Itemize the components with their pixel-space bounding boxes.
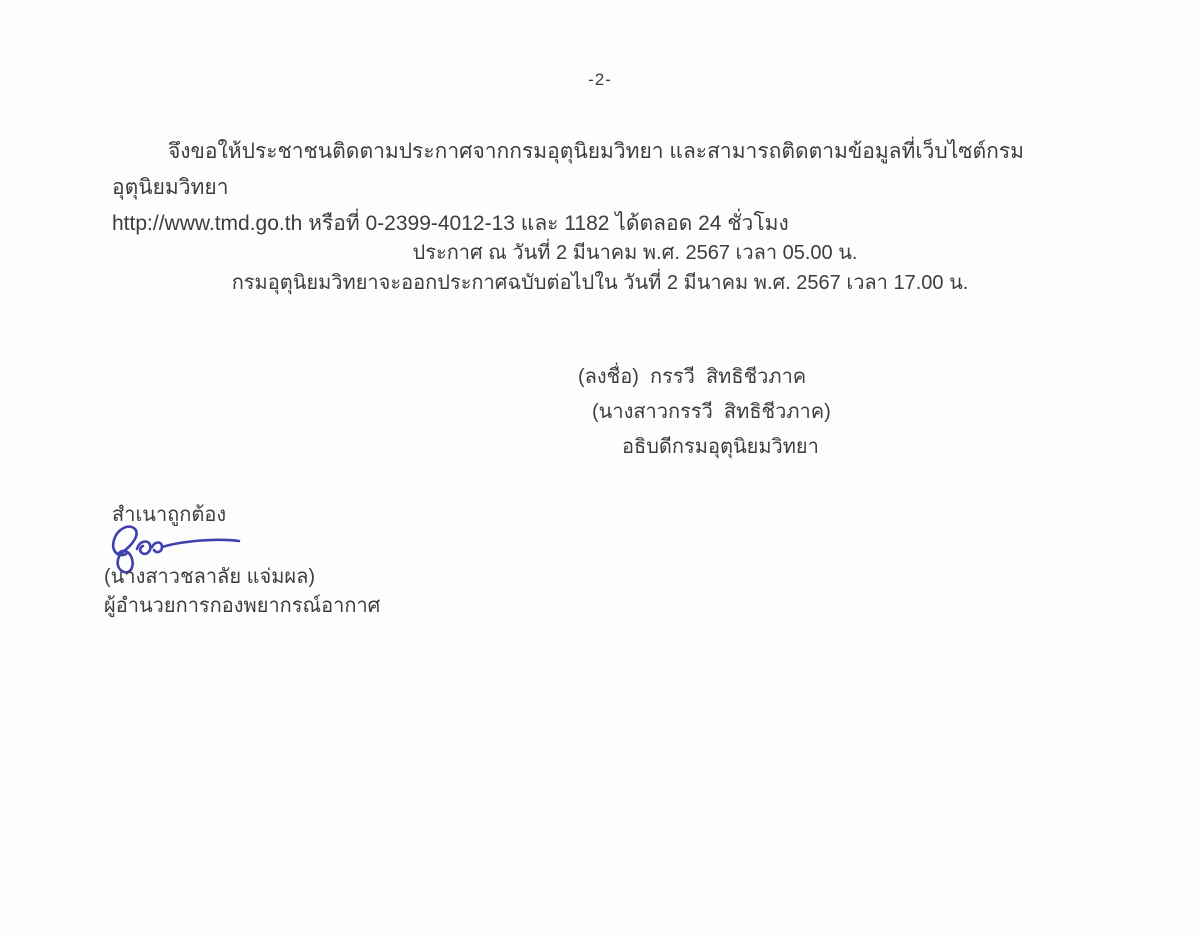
body-paragraph (112, 134, 1092, 242)
certifier-name-line: (นางสาวชลาลัย แจ่มผล) (104, 566, 316, 588)
signatory-title-line: อธิบดีกรมอุตุนิยมวิทยา (622, 436, 819, 458)
certified-true-copy-label: สำเนาถูกต้อง (112, 504, 227, 526)
signatory-name-line: (นางสาวกรรวี สิทธิชีวภาค) (592, 401, 831, 423)
paragraph-line-1: จึงขอให้ประชาชนติดตามประกาศจากกรมอุตุนิยมวิทยา และสามารถติดตามข้อมูลที่เว็บไซต์กรมอุตุนิยมวิทยา (112, 140, 1024, 199)
issued-date-line: ประกาศ ณ วันที่ 2 มีนาคม พ.ศ. 2567 เวลา 05.00 น. (412, 242, 858, 264)
signatory-signed-line: (ลงชื่อ) กรรวี สิทธิชีวภาค (578, 366, 807, 388)
certifier-title-line: ผู้อำนวยการกองพยากรณ์อากาศ (104, 595, 381, 617)
page-number: -2- (588, 70, 612, 89)
issued-block (0, 238, 1200, 298)
certification-block (104, 498, 464, 638)
paragraph-line-2-tmd-url: http://www.tmd.go.th หรือที่ 0-2399-4012-13 และ 1182 ได้ตลอด 24 ชั่วโมง (112, 212, 789, 235)
next-issue-line: กรมอุตุนิยมวิทยาจะออกประกาศฉบับต่อไปใน วันที่ 2 มีนาคม พ.ศ. 2567 เวลา 17.00 น. (231, 272, 969, 294)
